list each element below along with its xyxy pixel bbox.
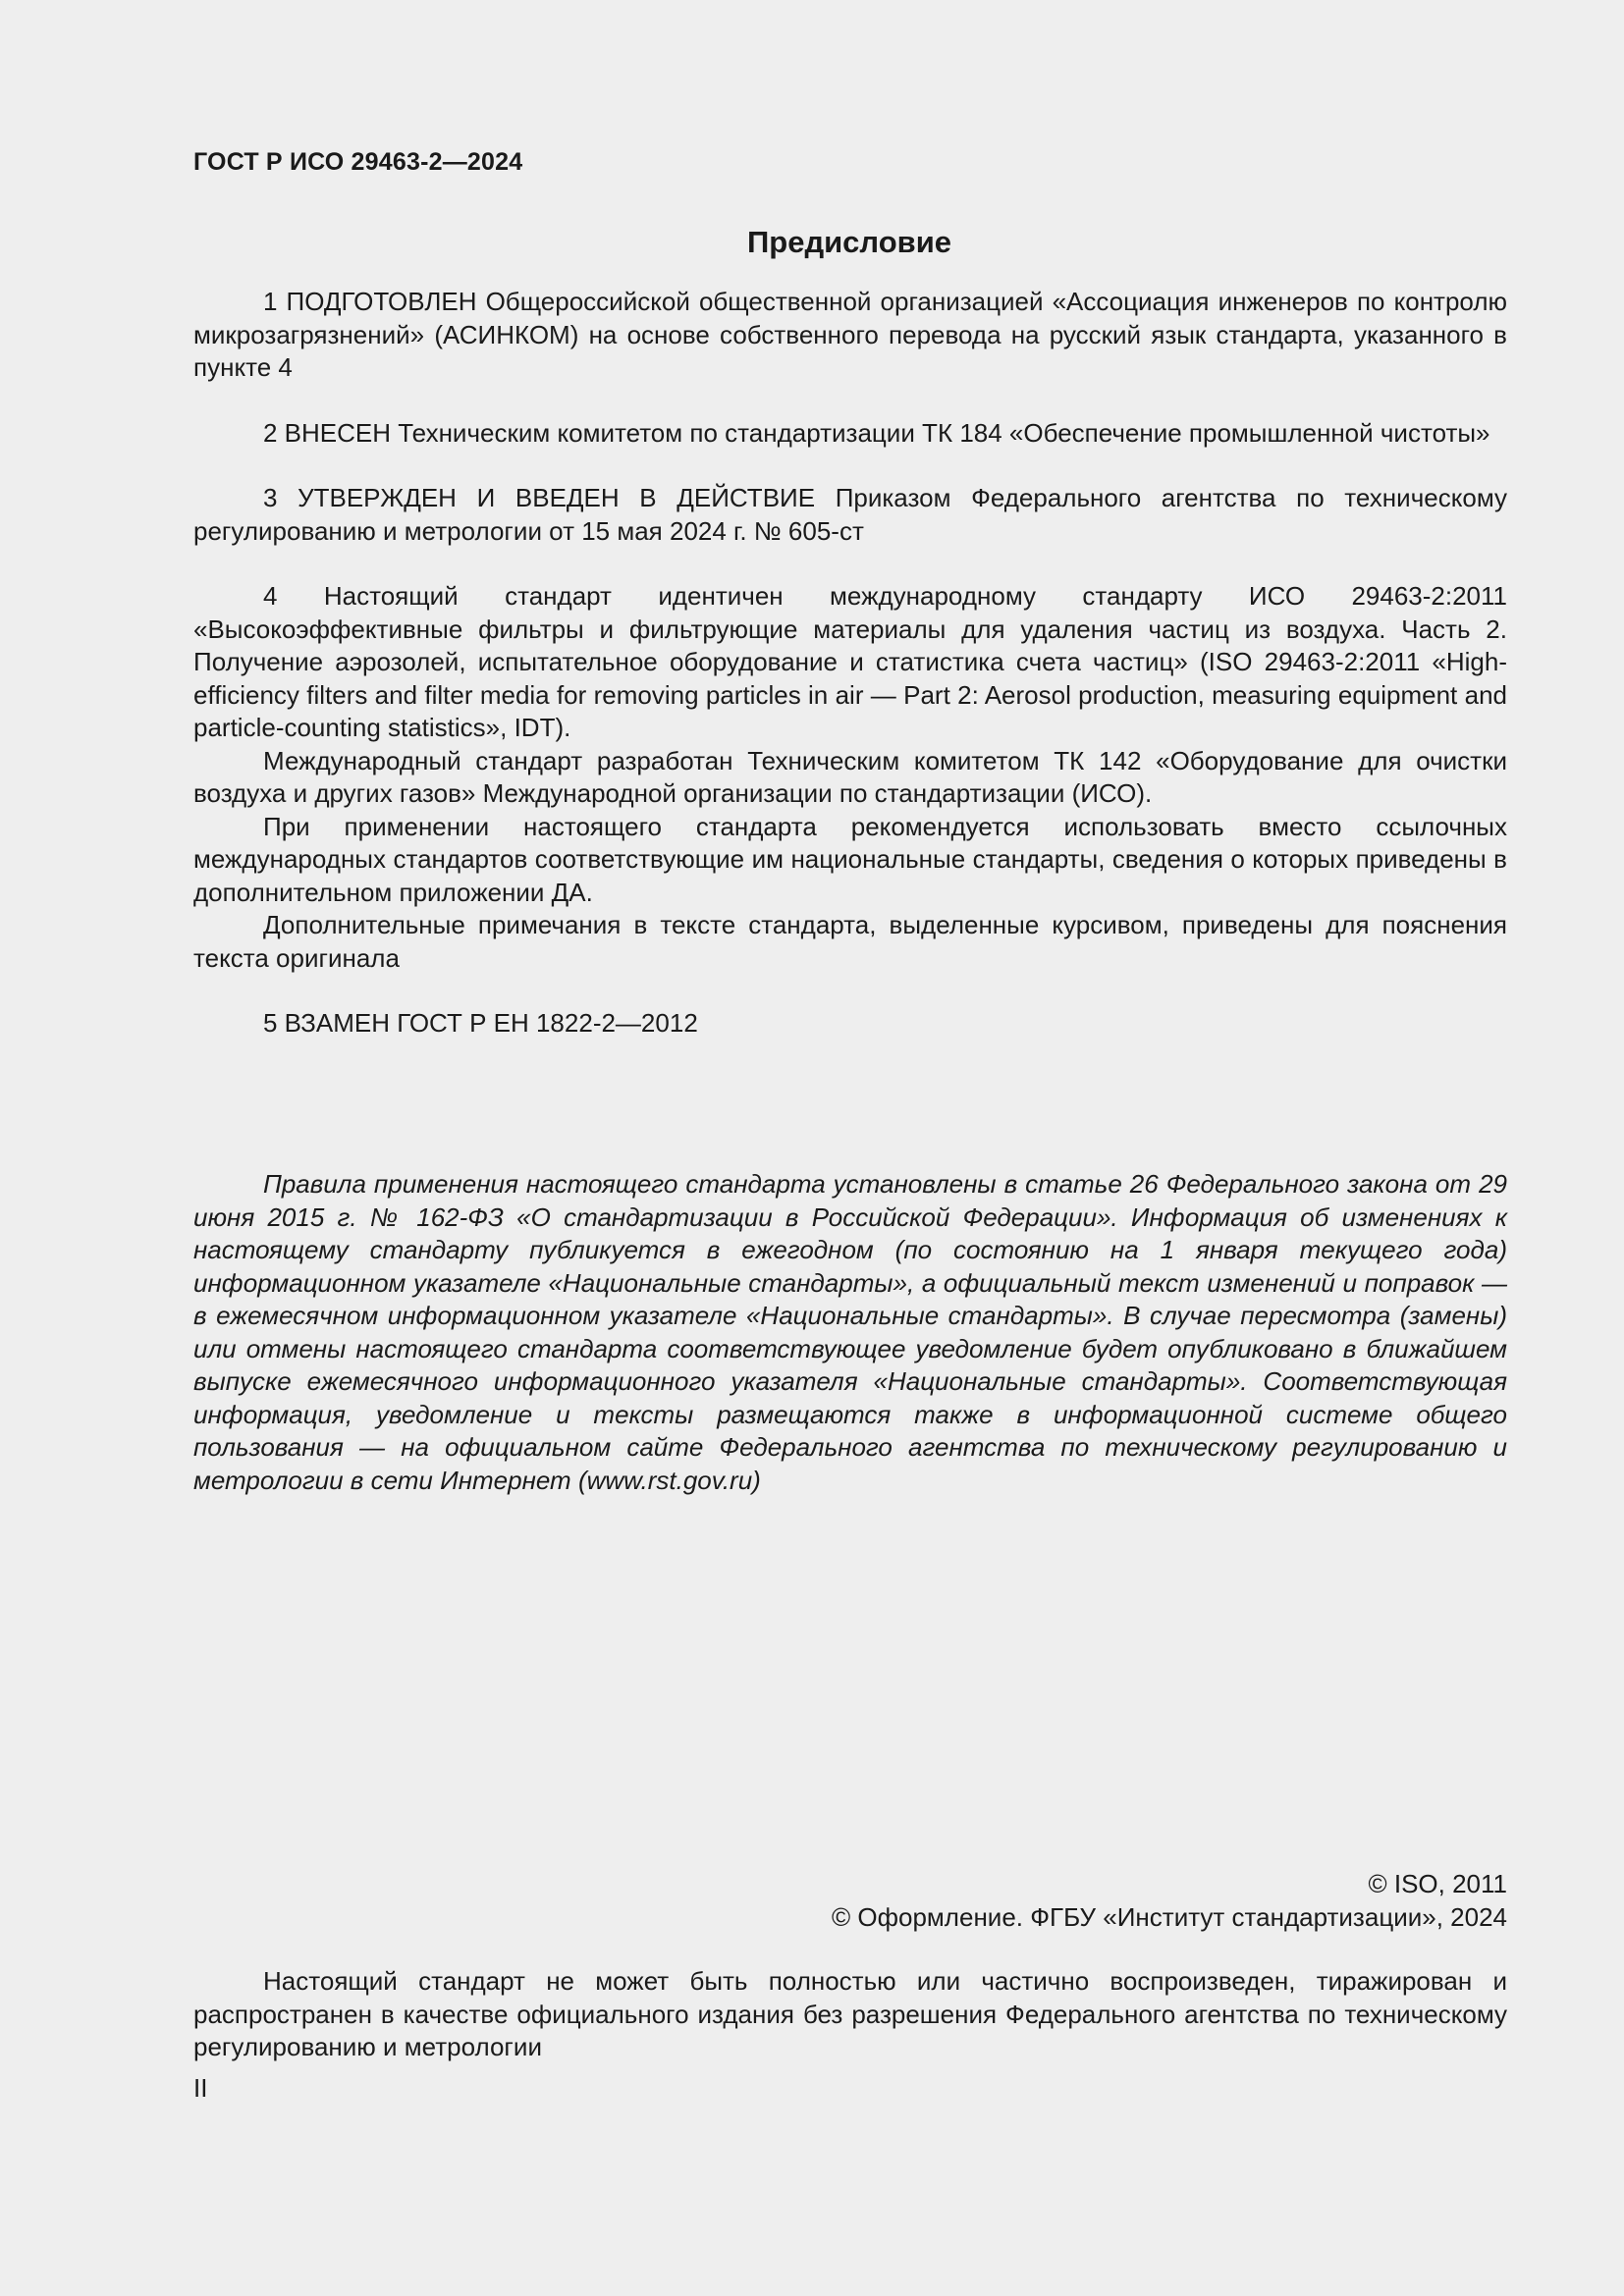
document-id-header: ГОСТ Р ИСО 29463-2—2024 (193, 148, 523, 176)
foreword-section (193, 286, 1507, 1041)
foreword-item-2: 2 ВНЕСЕН Техническим комитетом по стандартизации ТК 184 «Обеспечение промышленной чистоты» (263, 417, 1490, 448)
application-rules-note (193, 1168, 1507, 1497)
foreword-item-4-notes: Дополнительные примечания в тексте стандарта, выделенные курсивом, приведены для пояснения текста оригинала (193, 910, 1507, 973)
copyright-block (832, 1868, 1507, 1934)
page-title: Предисловие (746, 225, 951, 259)
copyright-design: © Оформление. ФГБУ «Институт стандартизации», 2024 (832, 1901, 1507, 1932)
foreword-item-4: 4 Настоящий стандарт идентичен международному стандарту ИСО 29463-2:2011 «Высокоэффективные фильтры и фильтрующие материалы для удаления частиц из воздуха. Часть 2. Получение аэрозолей, испытательное оборудование и статистика счета частиц» (ISO 29463-2:2011 «High-efficiency filters and filter media for removing particles in air — Part 2: Aerosol production, measuring equipment and particle-counting statistics», IDT). (193, 581, 1507, 742)
foreword-item-3: 3 УТВЕРЖДЕН И ВВЕДЕН В ДЕЙСТВИЕ Приказом Федерального агентства по техническому регулированию и метрологии от 15 мая 2024 г. № 605-ст (193, 483, 1507, 546)
application-rules-text: Правила применения настоящего стандарта установлены в статье 26 Федерального закона от 29 июня 2015 г. № 162-ФЗ «О стандартизации в Российской Федерации». Информация об изменениях к настоящему стандарту публикуется в ежегодном (по состоянию на 1 января текущего года) информационном указателе «Национальные стандарты», а официальный текст изменений и поправок — в ежемесячном информационном указателе «Национальные стандарты». В случае пересмотра (замены) или отмены настоящего стандарта соответствующее уведомление будет опубликовано в ближайшем выпуске ежемесячного информационного указателя «Национальные стандарты». Соответствующая информация, уведомление и тексты размещаются также в информационной системе общего пользования — на официальном сайте Федерального агентства по техническому регулированию и метрологии в сети Интернет (www.rst.gov.ru) (193, 1169, 1507, 1495)
reproduction-notice (193, 1965, 1507, 2064)
reproduction-notice-text: Настоящий стандарт не может быть полностью или частично воспроизведен, тиражирован и распространен в качестве официального издания без разрешения Федерального агентства по техническому регулированию и метрологии (193, 1966, 1507, 2061)
copyright-iso: © ISO, 2011 (1368, 1869, 1507, 1898)
foreword-item-5: 5 ВЗАМЕН ГОСТ Р ЕН 1822-2—2012 (263, 1008, 698, 1038)
foreword-item-4-references: При применении настоящего стандарта рекомендуется использовать вместо ссылочных международных стандартов соответствующие им национальные стандарты, сведения о которых приведены в дополнительном приложении ДА. (193, 811, 1507, 907)
page-number: II (193, 2073, 208, 2103)
foreword-item-1: 1 ПОДГОТОВЛЕН Общероссийской общественной организацией «Ассоциация инженеров по контролю микрозагрязнений» (АСИНКОМ) на основе собственного перевода на русский язык стандарта, указанного в пункте 4 (193, 287, 1507, 382)
foreword-item-4-committee: Международный стандарт разработан Техническим комитетом ТК 142 «Оборудование для очистки воздуха и других газов» Международной организации по стандартизации (ИСО). (193, 745, 1507, 808)
